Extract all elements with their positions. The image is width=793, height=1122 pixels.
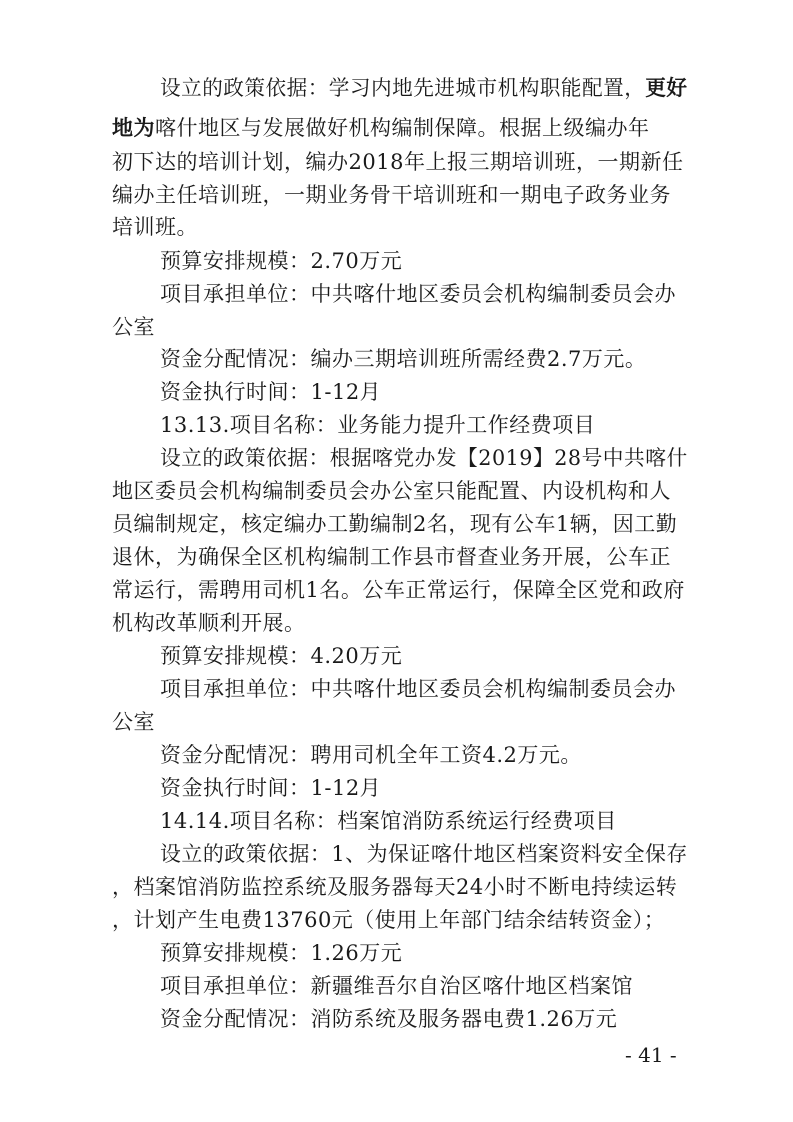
bold-phrase: 地为 bbox=[112, 116, 155, 140]
text-line: 员编制规定，核定编办工勤编制2名，现有公车1辆，因工勤 bbox=[112, 512, 678, 536]
text-line: 项目承担单位：中共喀什地区委员会机构编制委员会办 bbox=[160, 282, 676, 306]
text-line: 地为喀什地区与发展做好机构编制保障。根据上级编办年 bbox=[112, 116, 650, 140]
text-line: 公室 bbox=[112, 710, 155, 734]
text-line: 预算安排规模：4.20万元 bbox=[160, 644, 403, 668]
text-line: 公室 bbox=[112, 315, 155, 339]
text-line: 资金执行时间：1-12月 bbox=[160, 776, 382, 800]
text-line: ，档案馆消防监控系统及服务器每天24小时不断电持续运转 bbox=[112, 875, 678, 899]
text-line: 项目承担单位：新疆维吾尔自治区喀什地区档案馆 bbox=[160, 974, 633, 998]
text-line: 资金分配情况：编办三期培训班所需经费2.7万元。 bbox=[160, 347, 647, 371]
text-line: 资金分配情况：消防系统及服务器电费1.26万元 bbox=[160, 1007, 618, 1031]
text-line: 地区委员会机构编制委员会办公室只能配置、内设机构和人 bbox=[112, 479, 671, 503]
text-line: 预算安排规模：2.70万元 bbox=[160, 249, 403, 273]
text-line: 机构改革顺利开展。 bbox=[112, 611, 306, 635]
text-line: 设立的政策依据：学习内地先进城市机构职能配置，更好 bbox=[160, 76, 688, 100]
text-line: 13.13.项目名称：业务能力提升工作经费项目 bbox=[160, 413, 596, 437]
bold-phrase: 更好 bbox=[645, 76, 688, 100]
text-line: 设立的政策依据：1、为保证喀什地区档案资料安全保存 bbox=[160, 842, 688, 866]
text-line: ，计划产生电费13760元（使用上年部门结余结转资金）； bbox=[112, 908, 666, 932]
text-line: 常运行，需聘用司机1名。公车正常运行，保障全区党和政府 bbox=[112, 578, 685, 602]
text-line: 退休，为确保全区机构编制工作县市督查业务开展，公车正 bbox=[112, 545, 671, 569]
text-line: 培训班。 bbox=[112, 215, 198, 239]
text-line: 项目承担单位：中共喀什地区委员会机构编制委员会办 bbox=[160, 677, 676, 701]
text-line: 14.14.项目名称：档案馆消防系统运行经费项目 bbox=[160, 809, 617, 833]
text-line: 预算安排规模：1.26万元 bbox=[160, 941, 403, 965]
text-line: 资金执行时间：1-12月 bbox=[160, 380, 382, 404]
page-number: - 41 - bbox=[625, 1043, 677, 1067]
text-line: 设立的政策依据：根据喀党办发【2019】28号中共喀什 bbox=[160, 446, 688, 470]
text-line: 初下达的培训计划，编办2018年上报三期培训班，一期新任 bbox=[112, 150, 684, 174]
text-line: 编办主任培训班，一期业务骨干培训班和一期电子政务业务 bbox=[112, 183, 671, 207]
text-line: 资金分配情况：聘用司机全年工资4.2万元。 bbox=[160, 743, 582, 767]
